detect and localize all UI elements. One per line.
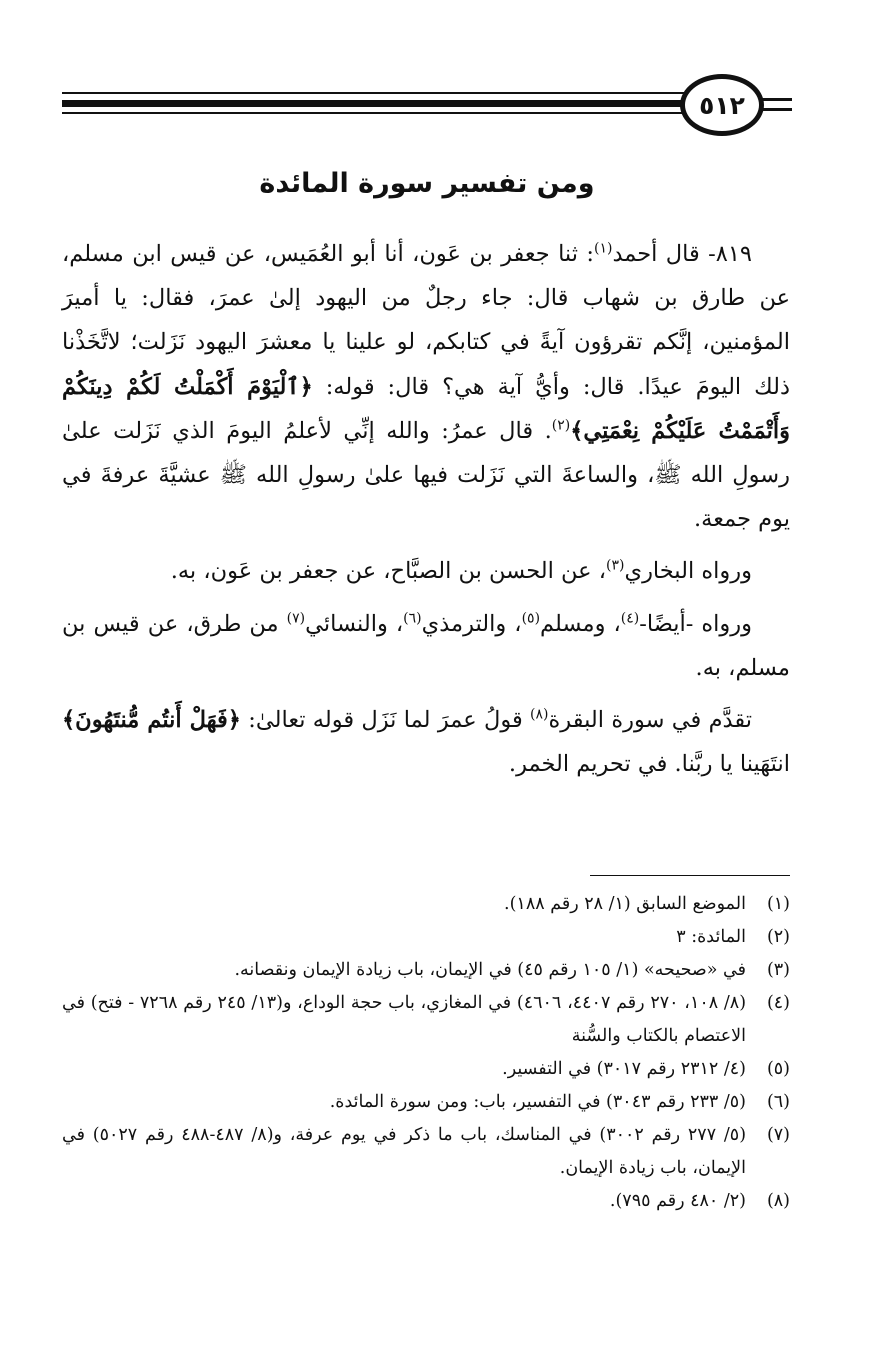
footnote-item bbox=[62, 987, 790, 1053]
footnote-number: (٢) bbox=[766, 927, 790, 947]
main-text bbox=[62, 232, 790, 786]
footnote-item bbox=[62, 1086, 790, 1119]
footnote-item bbox=[62, 1185, 790, 1218]
footnote-marker: (٥) bbox=[521, 610, 541, 627]
text-segment: ، والنسائي bbox=[305, 610, 404, 637]
footnote-number: (١) bbox=[766, 894, 790, 914]
text-segment: قولُ عمرَ لما نَزَل قوله تعالىٰ: bbox=[240, 707, 531, 734]
footnote-marker: (١) bbox=[593, 240, 613, 257]
footnote-item bbox=[62, 921, 790, 954]
text-segment: ٨١٩- قال أحمد bbox=[612, 241, 753, 267]
footnote-text: (٤/ ٢٣١٢ رقم ٣٠١٧) في التفسير. bbox=[502, 1059, 746, 1079]
text-segment: تقدَّم في سورة البقرة bbox=[548, 707, 752, 734]
section-title: ومن تفسير سورة المائدة bbox=[259, 168, 595, 199]
text-segment: ، والترمذي bbox=[421, 610, 522, 637]
footnotes bbox=[62, 888, 790, 1218]
footnote-item bbox=[62, 888, 790, 921]
footnote-item bbox=[62, 1119, 790, 1185]
footnote-text: في «صحيحه» (١/ ١٠٥ رقم ٤٥) في الإيمان، باب زيادة الإيمان ونقصانه. bbox=[234, 960, 746, 980]
page-number-ring bbox=[680, 74, 764, 136]
footnote-number: (٣) bbox=[766, 960, 790, 980]
footnote-marker: (٢) bbox=[551, 417, 571, 434]
footnote-text: (٢/ ٤٨٠ رقم ٧٩٥). bbox=[609, 1191, 746, 1211]
footnote-number: (٧) bbox=[766, 1125, 790, 1145]
footnote-number: (٥) bbox=[766, 1059, 790, 1079]
paragraph bbox=[62, 602, 790, 690]
text-segment: ورواه -أيضًا- bbox=[639, 610, 753, 637]
footnote-marker: (٨) bbox=[530, 706, 549, 723]
text-segment: ، ومسلم bbox=[540, 610, 621, 637]
paragraph bbox=[62, 232, 790, 541]
text-segment: انتَهَينا يا ربَّنا. في تحريم الخمر. bbox=[508, 751, 790, 778]
footnote-text: (٨/ ١٠٨، ٢٧٠ رقم ٤٤٠٧، ٤٦٠٦) في المغازي، باب حجة الوداع، و(١٣/ ٢٤٥ رقم ٧٢٦٨ - فتح) في الاعتصام بالكتاب والسُّنة bbox=[62, 993, 747, 1046]
text-segment: : ثنا جعفر بن عَون، أنا أبو العُمَيس، عن قيس ابن مسلم، عن طارق بن شهاب قال: جاء رجلٌ من اليهود إلىٰ عمرَ، فقال: يا أميرَ المؤمنين، إنَّكم تقرؤون آيةً في كتابكم، لو علينا يا معشرَ اليهود نَزَلت؛ لاتَّخَذْنا ذلك اليومَ عيدًا. قال: وأيُّ آية هي؟ قال: قوله: bbox=[62, 241, 790, 400]
text-segment: ، عن الحسن بن الصبَّاح، عن جعفر بن عَون، به. bbox=[170, 558, 606, 585]
text-segment: . قال عمرُ: والله إنِّي لأعلمُ اليومَ الذي نَزَلت علىٰ رسولِ الله ﷺ، والساعةَ التي نَزَلت فيها علىٰ رسولِ الله ﷺ عشيَّةَ عرفةَ في يوم جمعة. bbox=[62, 417, 790, 533]
paragraph bbox=[62, 698, 790, 786]
footnote-marker: (٧) bbox=[286, 610, 306, 627]
quran-verse: ﴿ٱلْيَوْمَ أَكْمَلْتُ لَكُمْ دِينَكُمْ وَأَتْمَمْتُ عَلَيْكُمْ نِعْمَتِي﴾ bbox=[62, 373, 790, 444]
footnote-text: المائدة: ٣ bbox=[676, 927, 746, 947]
text-segment: ورواه البخاري bbox=[624, 558, 752, 585]
footnote-marker: (٤) bbox=[620, 610, 640, 627]
footnote-number: (٤) bbox=[766, 993, 790, 1013]
page-header bbox=[62, 72, 792, 142]
quran-verse: ﴿فَهَلْ أَنتُم مُّنتَهُونَ﴾ bbox=[62, 707, 241, 734]
footnote-text: (٥/ ٢٧٧ رقم ٣٠٠٢) في المناسك، باب ما ذكر في يوم عرفة، و(٨/ ٤٨٧-٤٨٨ رقم ٥٠٢٧) في الإيمان، باب زيادة الإيمان. bbox=[62, 1125, 747, 1178]
footnote-number: (٨) bbox=[766, 1191, 790, 1211]
footnote-text: (٥/ ٢٣٣ رقم ٣٠٤٣) في التفسير، باب: ومن سورة المائدة. bbox=[329, 1092, 746, 1112]
header-rule-thick bbox=[62, 100, 702, 107]
footnote-marker: (٦) bbox=[403, 610, 422, 627]
footnote-item bbox=[62, 954, 790, 987]
paragraph bbox=[62, 549, 790, 593]
text-segment: من طرق، عن قيس بن مسلم، به. bbox=[62, 610, 790, 681]
footnote-text: الموضع السابق (١/ ٢٨ رقم ١٨٨). bbox=[504, 894, 746, 914]
footnote-item bbox=[62, 1053, 790, 1086]
header-rule-bottom bbox=[62, 112, 702, 114]
footnote-separator bbox=[590, 875, 790, 876]
footnote-marker: (٣) bbox=[605, 557, 625, 574]
page-number: ٥١٢ bbox=[699, 90, 745, 120]
header-rule-top bbox=[62, 92, 702, 94]
footnote-number: (٦) bbox=[766, 1092, 790, 1112]
